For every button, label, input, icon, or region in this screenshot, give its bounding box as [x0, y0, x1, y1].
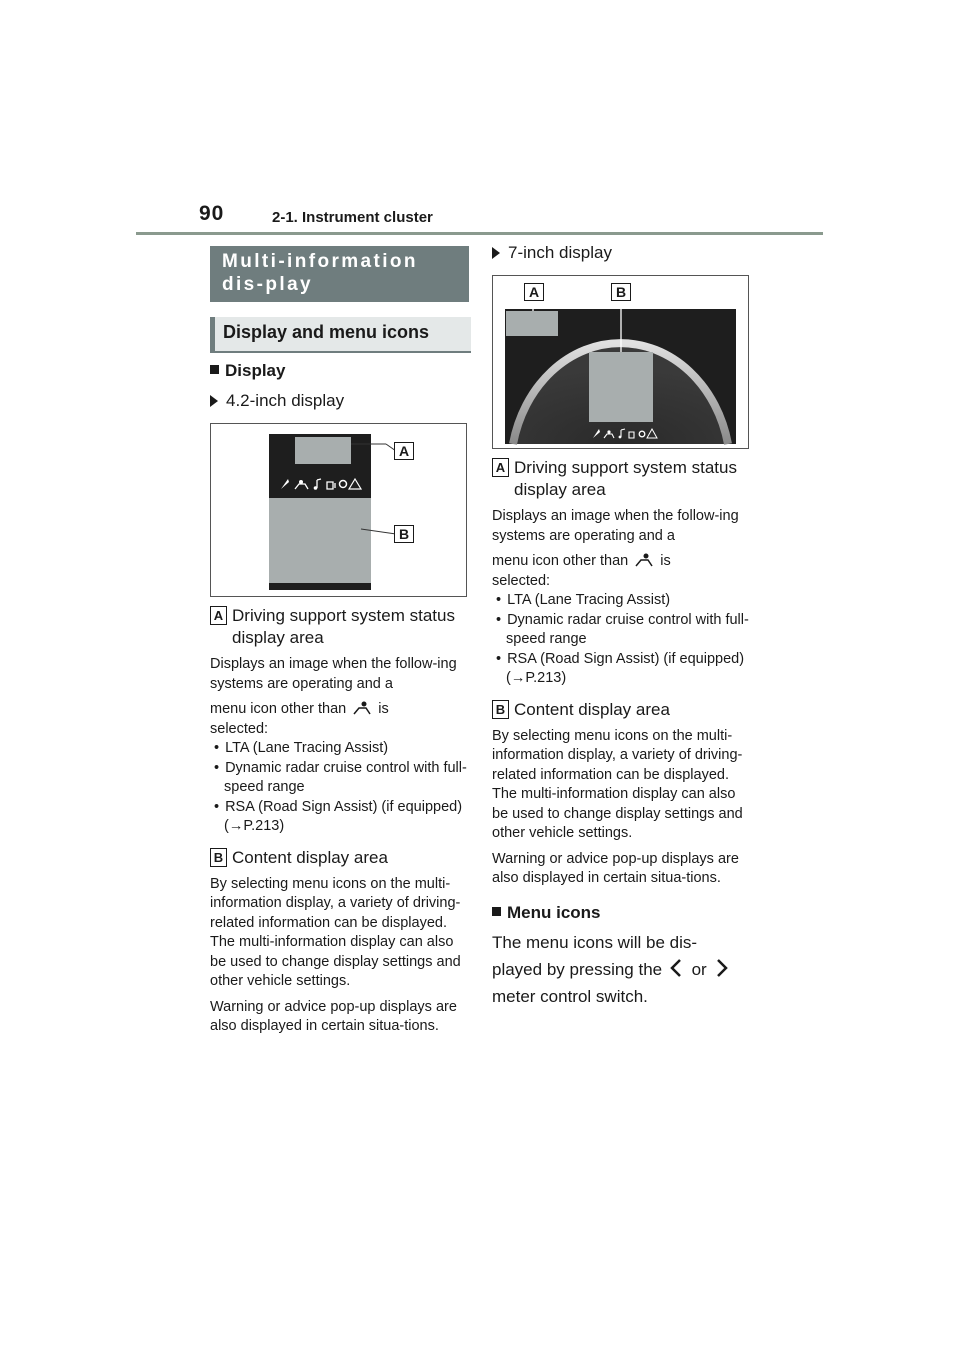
list-item: • RSA (Road Sign Assist) (if equipped) (→P.213) [210, 798, 470, 837]
triangle-bullet-icon [210, 395, 218, 407]
display-heading: Display [210, 361, 470, 381]
callout-b-body-2: Warning or advice pop-up displays are also displayed in certain situa-tions. [492, 850, 739, 886]
callout-b-body: By selecting menu icons on the multi-information display, a variety of driving-related information can be displayed. The multi-information display can also be used to change display settings and other vehicle settings. [210, 875, 461, 989]
callout-b-body: By selecting menu icons on the multi-information display, a variety of driving-related information can be displayed. The multi-information display can also be used to change display settings and other vehicle settings. [492, 727, 743, 841]
callout-b-body-2: Warning or advice pop-up displays are also displayed in certain situa-tions. [210, 998, 457, 1034]
page-number: 90 [199, 202, 225, 225]
figure-7-inch-display [492, 275, 749, 449]
callout-a-body: Displays an image when the follow-ing systems are operating and a menu icon other than is selected: • LTA (Lane Tracing Assist) • Dynamic radar cruise control with full-speed range • RSA (Road Sign Assist) (if equipped) (→P.213) [210, 655, 470, 837]
menu-icons-heading: Menu icons [492, 903, 752, 923]
list-item: • LTA (Lane Tracing Assist) [492, 591, 752, 611]
section-title: 2-1. Instrument cluster [272, 209, 433, 226]
driving-support-icon [350, 700, 374, 716]
figure-label-a: A [394, 442, 414, 460]
list-item: • RSA (Road Sign Assist) (if equipped) (→P.213) [492, 650, 752, 689]
figure-leader-lines [211, 424, 466, 596]
area-a [506, 311, 558, 336]
menu-icons-text: The menu icons will be dis- played by pressing the or meter control switch. [492, 929, 752, 1010]
callout-b-title: B Content display area [210, 847, 470, 869]
square-bullet-icon [492, 907, 501, 916]
chevron-left-icon [667, 958, 687, 978]
figure-label-a: A [524, 283, 544, 301]
driving-support-icon [632, 552, 656, 568]
triangle-bullet-icon [492, 247, 500, 259]
left-column [210, 246, 470, 1037]
callout-a-title: A Driving support system status display area [210, 605, 470, 649]
callout-a-title: A Driving support system status display area [492, 457, 752, 501]
list-item: • Dynamic radar cruise control with full-speed range [492, 611, 752, 650]
callout-b-title: B Content display area [492, 699, 752, 721]
list-item: • LTA (Lane Tracing Assist) [210, 739, 470, 759]
display-screen [493, 276, 748, 448]
chevron-right-icon [711, 958, 731, 978]
list-item: • Dynamic radar cruise control with full-speed range [210, 759, 470, 798]
square-bullet-icon [210, 365, 219, 374]
figure-42-inch-display [210, 423, 467, 597]
right-column [492, 243, 752, 1010]
figure-label-b: B [394, 525, 414, 543]
header-divider [136, 232, 823, 235]
area-b [589, 352, 653, 422]
section-heading: Multi-information dis-play [210, 246, 469, 302]
item-42-inch: 4.2-inch display [210, 391, 470, 411]
callout-a-body: Displays an image when the follow-ing systems are operating and a menu icon other than is selected: • LTA (Lane Tracing Assist) • Dynamic radar cruise control with full-speed range • RSA (Road Sign Assist) (if equipped) (→P.213) [492, 507, 752, 689]
subsection-heading: Display and menu icons [210, 317, 471, 353]
item-7-inch: 7-inch display [492, 243, 752, 263]
figure-label-b: B [611, 283, 631, 301]
